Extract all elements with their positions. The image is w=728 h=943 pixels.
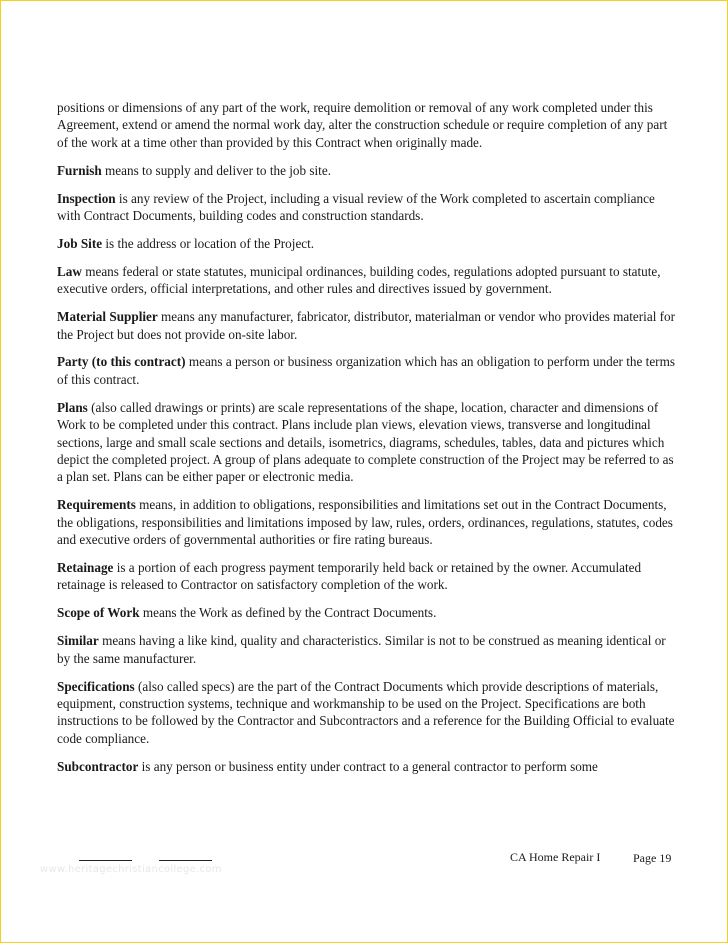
definition-term: Scope of Work: [57, 605, 140, 621]
definition-text: means having a like kind, quality and characteristics. Similar is not to be construed as meaning identical or by the same manufacturer.: [57, 633, 666, 666]
watermark-text: www.heritagechristiancollege.com: [40, 864, 222, 875]
definition-specifications: [57, 678, 677, 748]
definition-term: Inspection: [57, 190, 116, 206]
definition-text: (also called specs) are the part of the Contract Documents which provide descriptions of materials, equipment, construction systems, technique and workmanship to be used on the Project. Specifications are both instructions to be followed by the Contractor and Subcontractors and a reference for the Building Official to evaluate code compliance.: [57, 678, 675, 746]
definition-text: means a person or business organization which has an obligation to perform under the terms of this contract.: [57, 354, 675, 387]
definition-material-supplier: [57, 308, 677, 343]
definition-text: is a portion of each progress payment temporarily held back or retained by the owner. Accumulated retainage is released to Contractor on satisfactory completion of the work.: [57, 560, 642, 593]
definition-term: Similar: [57, 633, 99, 649]
definition-job-site: [57, 235, 677, 252]
definition-term: Retainage: [57, 560, 114, 576]
definition-text: is any review of the Project, including a visual review of the Work completed to ascertain compliance with Contract Documents, building codes and construction standards.: [57, 190, 655, 224]
definition-requirements: [57, 496, 677, 548]
definition-text: (also called drawings or prints) are scale representations of the shape, location, character and dimensions of Work to be completed under this contract. Plans include plan views, elevation views, transverse and longitudinal sections, large and small scale sections and details, isometrics, diagrams, schedules, tables, data and pictures which depict the completed project. A group of plans adequate to complete construction of the Project may be referred to as a plan set. Plans can be either paper or electronic media.: [57, 399, 674, 485]
definition-text: is the address or location of the Project.: [102, 235, 315, 251]
definition-law: [57, 263, 677, 298]
definition-term: Party (to this contract): [57, 354, 186, 370]
definition-text: means any manufacturer, fabricator, distributor, materialman or vendor who provides material for the Project but does not provide on-site labor.: [57, 309, 676, 342]
definition-scope-of-work: [57, 604, 677, 621]
definition-inspection: [57, 190, 677, 225]
definition-term: Material Supplier: [57, 309, 158, 325]
definition-similar: [57, 632, 677, 667]
intro-paragraph: positions or dimensions of any part of the work, require demolition or removal of any work completed under this Agreement, extend or amend the normal work day, alter the construction schedule or require completion of any part of the work at a time other than provided by this Contract when originally made.: [57, 100, 668, 150]
footer-page-number: Page 19: [633, 851, 672, 865]
definition-text: means to supply and deliver to the job site.: [101, 162, 331, 178]
definition-term: Job Site: [57, 235, 103, 251]
document-body: [57, 99, 677, 786]
definition-subcontractor: [57, 758, 677, 775]
footer-initial-line-2: [159, 860, 212, 861]
definition-text: means the Work as defined by the Contract Documents.: [139, 605, 437, 621]
definition-retainage: [57, 559, 677, 594]
definition-party: [57, 353, 677, 388]
definition-furnish: [57, 162, 677, 179]
definition-text: means, in addition to obligations, responsibilities and limitations set out in the Contract Documents, the obligations, responsibilities and limitations imposed by law, rules, orders, ordinances, regulations, statutes, codes and executive orders of governmental authorities or fire rating bureaus.: [57, 497, 673, 548]
definition-plans: [57, 399, 677, 486]
footer-document-title: CA Home Repair I: [510, 850, 601, 864]
definition-term: Requirements: [57, 497, 136, 513]
definition-term: Law: [57, 263, 82, 279]
definition-term: Furnish: [57, 162, 102, 178]
definition-term: Specifications: [57, 678, 135, 694]
definition-text: means federal or state statutes, municipal ordinances, building codes, regulations adopted pursuant to statute, executive orders, official interpretations, and other rules and directives issued by government.: [57, 263, 661, 297]
definition-text: is any person or business entity under contract to a general contractor to perform some: [138, 758, 598, 774]
definition-term: Plans: [57, 399, 88, 415]
definition-term: Subcontractor: [57, 758, 139, 774]
footer-initial-line-1: [79, 860, 132, 861]
